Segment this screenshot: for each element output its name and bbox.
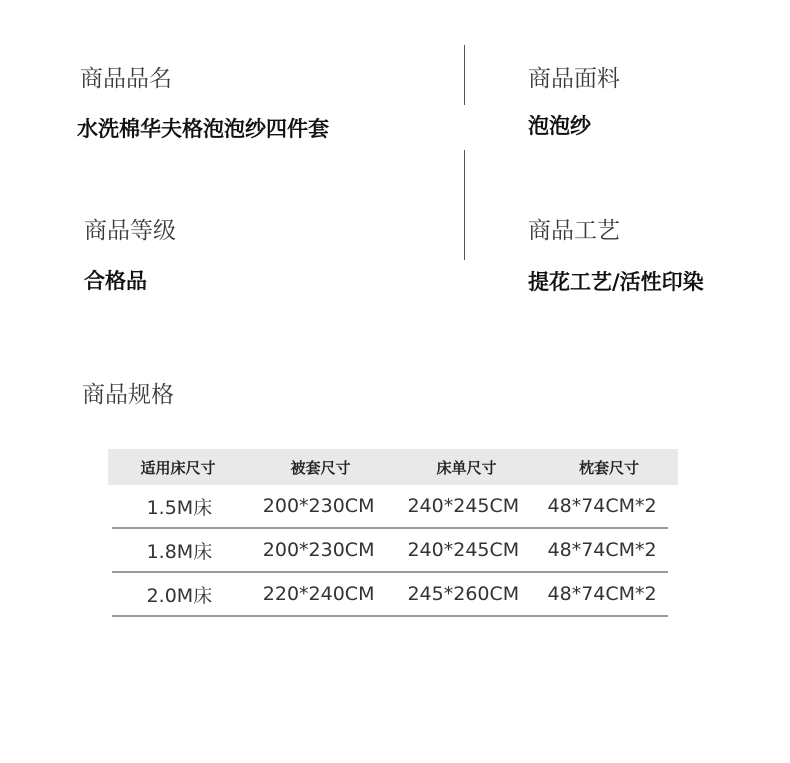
product-process-label: 商品工艺 [528,218,620,244]
spec-table [108,449,678,617]
header-sheet-size: 床单尺寸 [436,458,497,477]
table-row [112,529,668,573]
cell-sheet-size: 240*245CM [407,539,520,561]
product-grade-value: 合格品 [84,269,147,293]
cell-sheet-size: 245*260CM [407,583,520,605]
cell-bed-size: 1.5M床 [146,496,213,519]
header-duvet-size: 被套尺寸 [290,458,351,477]
divider-bottom [464,150,465,260]
cell-bed-size: 1.8M床 [146,540,213,563]
spec-title: 商品规格 [82,382,174,408]
cell-bed-size: 2.0M床 [146,584,213,607]
table-row [112,573,668,617]
divider-top [464,45,465,105]
cell-duvet-size: 200*230CM [262,539,375,561]
cell-pillowcase-size: 48*74CM*2 [547,495,657,517]
cell-duvet-size: 200*230CM [262,495,375,517]
cell-sheet-size: 240*245CM [407,495,520,517]
product-fabric-value: 泡泡纱 [528,114,591,138]
cell-pillowcase-size: 48*74CM*2 [547,539,657,561]
header-pillowcase-size: 枕套尺寸 [578,458,639,477]
product-name-label: 商品品名 [80,66,172,92]
product-name-value: 水洗棉华夫格泡泡纱四件套 [77,117,329,141]
table-row [112,485,668,529]
cell-pillowcase-size: 48*74CM*2 [547,583,657,605]
header-bed-size: 适用床尺寸 [140,458,216,477]
product-process-value: 提花工艺/活性印染 [528,270,704,294]
product-grade-label: 商品等级 [84,218,176,244]
product-fabric-label: 商品面料 [528,66,620,92]
cell-duvet-size: 220*240CM [262,583,375,605]
spec-table-header [108,449,678,485]
